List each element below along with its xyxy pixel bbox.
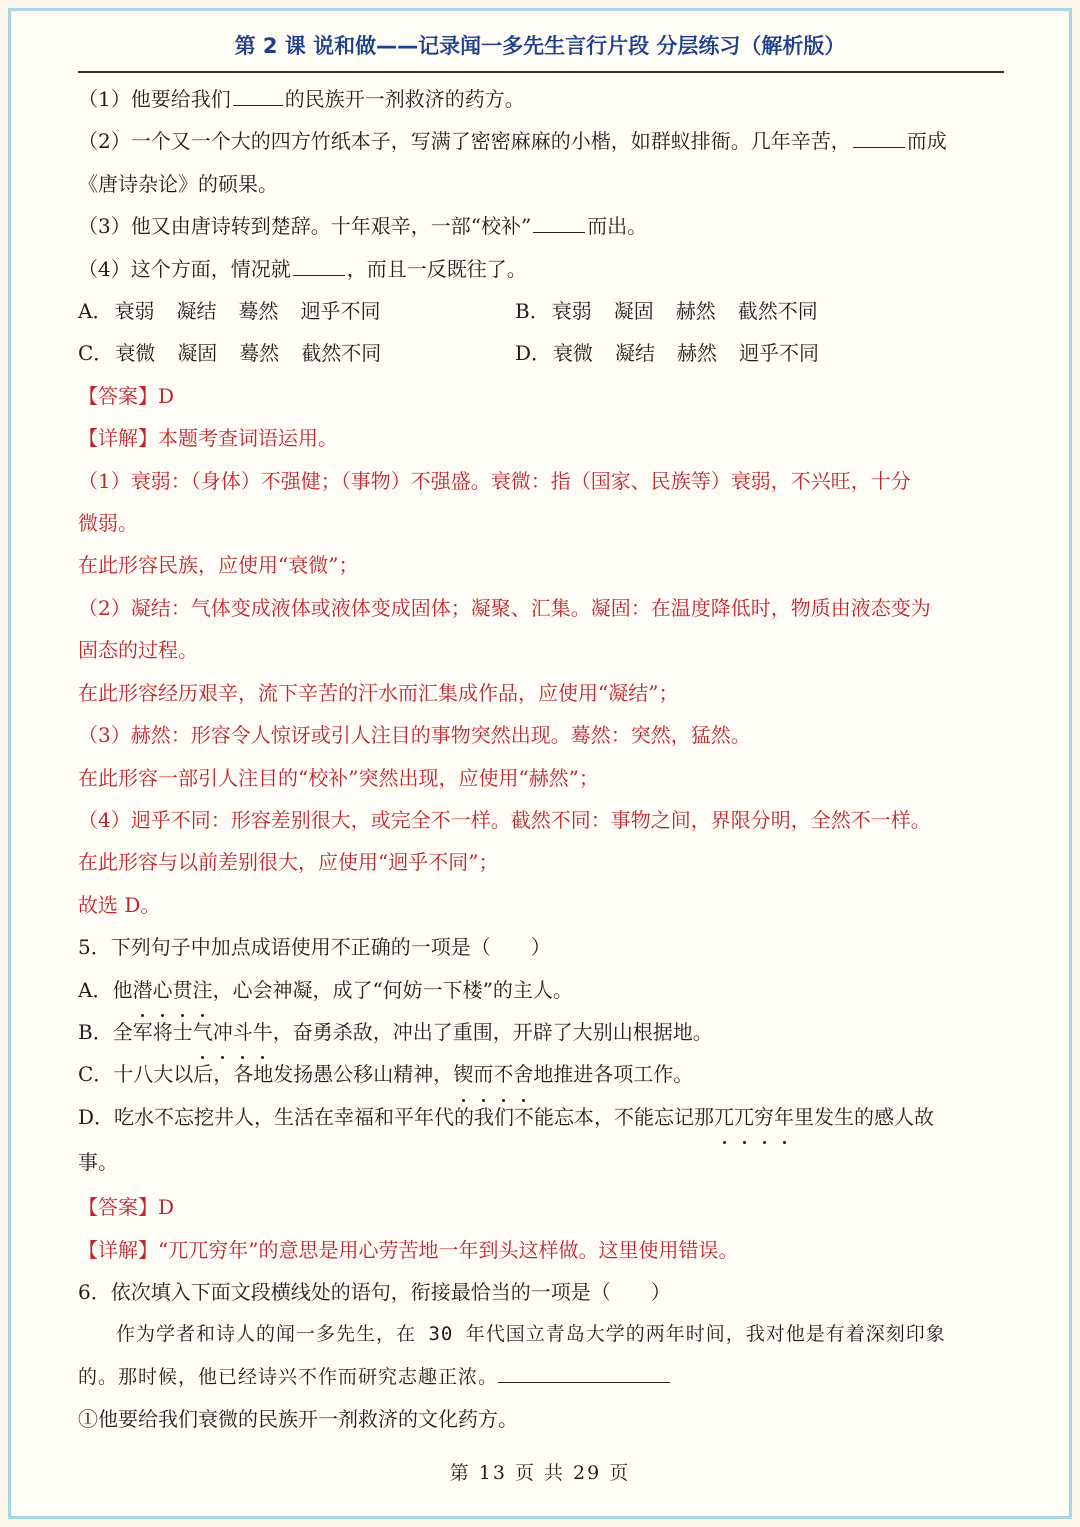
q5-explain: 【详解】“兀兀穷年”的意思是用心劳苦地一年到头这样做。这里使用错误。 (78, 1237, 739, 1262)
q4-explain-line: 在此形容一部引人注目的“校补”突然出现，应使用“赫然”； (78, 765, 599, 790)
q4-sentence-4: （4）这个方面，情况就 ，而且一反既往了。 (78, 256, 527, 281)
header-divider (78, 71, 1004, 73)
q4-explain-line: 微弱。 (78, 511, 138, 536)
option-b: B． 衰弱 凝固 赫然 截然不同 (515, 299, 818, 324)
fill-blank (853, 127, 905, 148)
q4-explain-line: （1）衰弱：（身体）不强健；（事物）不强盛。衰微：指（国家、民族等）衰弱，不兴旺，十分 (78, 468, 911, 493)
q4-sentence-2-cont: 《唐诗杂论》的硕果。 (78, 171, 278, 196)
q4-options-row-2 (78, 332, 1004, 374)
page-title: 第 2 课 说和做——记录闻一多先生言行片段 分层练习（解析版） (234, 34, 846, 58)
page-number: 第 13 页 共 29 页 (449, 1462, 631, 1484)
q5-option-c: C．十八大以后，各地发扬愚公移山精神，锲而不舍地推进各项工作。 (78, 1053, 1004, 1095)
fill-blank (293, 255, 345, 276)
q4-explain-line: 【详解】本题考查词语运用。 (78, 426, 338, 451)
q5-answer: 【答案】D (78, 1195, 175, 1220)
fill-blank (533, 212, 585, 233)
q4-explain-line: （4）迥乎不同：形容差别很大，或完全不一样。截然不同：事物之间，界限分明，全然不一样。 (78, 807, 931, 832)
q4-explain-line: 故选 D。 (78, 892, 161, 917)
q4-explain-line: （2）凝结：气体变成液体或液体变成固体；凝聚、汇集。凝固：在温度降低时，物质由液态变为 (78, 595, 931, 620)
fill-blank (233, 85, 283, 106)
q4-options-row-1 (78, 290, 1004, 332)
q6-passage-line-1: 作为学者和诗人的闻一多先生，在 30 年代国立青岛大学的两年时间，我对他是有着深刻印象 (116, 1323, 946, 1346)
q5-option-d: D．吃水不忘挖井人，生活在幸福和平年代的我们不能忘本，不能忘记那兀兀穷年里发生的感人故 (78, 1096, 1004, 1138)
q4-answer: 【答案】D (78, 383, 175, 408)
fill-blank (498, 1364, 670, 1383)
q6-passage-line-2: 的。那时候，他已经诗兴不作而研究志趣正浓。 (78, 1356, 1004, 1398)
q4-explain-line: 在此形容经历艰辛，流下辛苦的汗水而汇集成作品，应使用“凝结”； (78, 680, 679, 705)
q5-option-a: A．他潜心贯注，心会神凝，成了“何妨一下楼”的主人。 (78, 969, 1004, 1011)
option-a: A． 衰弱 凝结 蓦然 迥乎不同 (78, 299, 381, 324)
q4-sentence-1: （1）他要给我们 的民族开一剂救济的药方。 (78, 87, 525, 111)
q6-option-1: ①他要给我们衰微的民族开一剂救济的文化药方。 (78, 1407, 518, 1432)
q5-stem: 5．下列句子中加点成语使用不正确的一项是（ ） (78, 935, 551, 960)
option-d: D． 衰微 凝结 赫然 迥乎不同 (515, 341, 820, 366)
q5-option-d-cont: 事。 (78, 1150, 118, 1175)
q4-explain-line: （3）赫然：形容令人惊讶或引人注目的事物突然出现。蓦然：突然，猛然。 (78, 723, 751, 748)
q5-option-b: B．全军将士气冲斗牛，奋勇杀敌，冲出了重围，开辟了大别山根据地。 (78, 1011, 1004, 1053)
q4-explain-line: 在此形容民族，应使用“衰微”； (78, 553, 359, 578)
q4-sentence-3: （3）他又由唐诗转到楚辞。十年艰辛，一部“校补” 而出。 (78, 214, 648, 239)
q6-stem: 6．依次填入下面文段横线处的语句，衔接最恰当的一项是（ ） (78, 1279, 671, 1304)
q4-explain-line: 固态的过程。 (78, 638, 198, 663)
q4-explain-line: 在此形容与以前差别很大，应使用“迥乎不同”； (78, 850, 499, 875)
q4-sentence-2: （2）一个又一个大的四方竹纸本子，写满了密密麻麻的小楷，如群蚁排衙。几年辛苦， 而成 (78, 129, 947, 154)
option-c: C． 衰微 凝固 蓦然 截然不同 (78, 341, 382, 366)
document-body (78, 78, 1004, 1441)
